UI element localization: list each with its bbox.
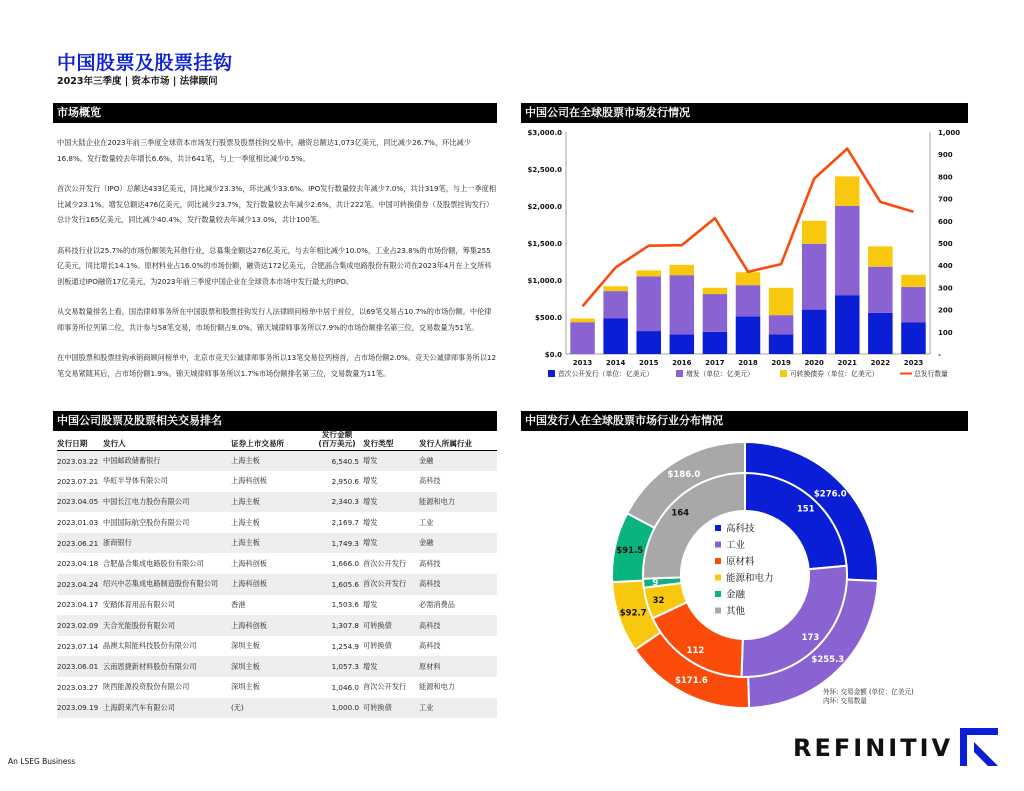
table-cell: 2023.04.24 xyxy=(57,574,103,595)
inner-ring-label: 112 xyxy=(686,646,705,657)
table-cell: 金融 xyxy=(419,533,497,554)
table-cell: 高科技 xyxy=(419,615,497,636)
table-cell: 增发 xyxy=(363,476,378,486)
bar-segment xyxy=(736,316,760,354)
bar-segment xyxy=(868,313,892,354)
table-cell: 1,749.3 xyxy=(313,533,363,554)
bar-segment xyxy=(703,294,727,332)
table-cell: 高科技 xyxy=(419,476,441,486)
table-row xyxy=(57,512,497,533)
legend-swatch xyxy=(548,370,555,377)
bar-segment xyxy=(670,275,694,334)
bar-segment xyxy=(636,331,660,354)
legend-swatch xyxy=(715,608,721,614)
table-cell: 1,666.0 xyxy=(331,559,359,569)
bar-segment xyxy=(835,176,859,206)
left-tick-label: $2,500.0 xyxy=(527,166,562,174)
table-row xyxy=(57,574,497,595)
table-cell: 合肥晶合集成电路股份有限公司 xyxy=(103,558,204,568)
x-tick-label: 2014 xyxy=(605,359,626,367)
left-tick-label: $0.0 xyxy=(544,351,562,359)
table-cell: 1,503.6 xyxy=(331,600,359,610)
page-title: 中国股票及股票挂钩 xyxy=(57,52,233,74)
issuance-chart-heading: 中国公司在全球股票市场发行情况 xyxy=(521,103,968,123)
industry-chart-heading: 中国发行人在全球股票市场行业分布情况 xyxy=(521,411,968,431)
x-tick-label: 2020 xyxy=(804,359,824,367)
inner-ring-label: 173 xyxy=(801,632,820,643)
left-tick-label: $500.0 xyxy=(534,314,562,322)
bar-segment xyxy=(670,265,694,275)
table-row xyxy=(57,677,497,698)
table-cell: 2,169.7 xyxy=(331,518,359,528)
x-tick-label: 2017 xyxy=(705,359,725,367)
overview-paragraph: 从交易数量排名上看，国浩律师事务所在中国股票和股票挂钩发行人法律顾问榜单中居于首位，以69笔交易占10.7%的市场份额。中伦律师事务所位列第二位，共计参与58笔交易，市场份额占9.0%。锦天城律师事务所以7.9%的市场份额排名第三位，交易数量为51笔。 xyxy=(57,307,492,332)
deals-table xyxy=(57,430,497,718)
table-cell: 首次公开发行 xyxy=(363,574,419,595)
legend-label: 其他 xyxy=(726,606,746,617)
bar-segment xyxy=(868,246,892,266)
x-tick-label: 2022 xyxy=(870,359,891,367)
left-tick-label: $1,500.0 xyxy=(527,240,562,248)
table-cell: 首次公开发行 xyxy=(363,682,407,692)
legend-swatch xyxy=(715,591,721,597)
table-cell: 工业 xyxy=(419,698,497,719)
table-cell: 中国邮政储蓄银行 xyxy=(103,451,231,472)
table-cell: 增发 xyxy=(363,517,378,527)
table-cell: 华虹半导体有限公司 xyxy=(103,476,168,486)
table-row xyxy=(57,492,497,513)
table-cell: 高科技 xyxy=(419,558,441,568)
table-cell: 增发 xyxy=(363,599,378,609)
table-cell: 工业 xyxy=(419,517,434,527)
inner-ring-label: 164 xyxy=(671,508,690,519)
legend-label: 金融 xyxy=(726,589,746,601)
table-cell: 中国长江电力股份有限公司 xyxy=(103,492,231,513)
table-cell: 高科技 xyxy=(419,574,497,595)
deals-column-header: 发行人 xyxy=(103,430,231,451)
table-cell: 浙商银行 xyxy=(103,533,231,554)
donut-note-inner: 内环: 交易数量 xyxy=(823,697,867,705)
table-cell: 2023.06.21 xyxy=(57,533,103,554)
inner-ring-label: 9 xyxy=(652,578,659,589)
bar-segment xyxy=(636,270,660,276)
bar-segment xyxy=(769,334,793,354)
left-tick-label: $2,000.0 xyxy=(527,203,562,211)
table-cell: 高科技 xyxy=(419,641,441,651)
table-row xyxy=(57,471,497,492)
table-cell: 香港 xyxy=(231,599,246,609)
right-tick-label: 500 xyxy=(938,240,953,248)
table-cell: (无) xyxy=(231,698,313,719)
table-cell: 能源和电力 xyxy=(419,492,497,513)
bar-segment xyxy=(802,244,826,310)
table-cell: 上海主板 xyxy=(231,533,313,554)
bar-segment xyxy=(769,288,793,315)
table-cell: 上海科创板 xyxy=(231,558,267,568)
right-tick-label: 600 xyxy=(938,217,953,226)
table-row xyxy=(57,451,497,472)
outer-ring-label: $171.6 xyxy=(674,676,708,687)
bar-segment xyxy=(603,318,627,354)
donut-note xyxy=(823,688,914,706)
legend-swatch xyxy=(715,525,721,531)
table-cell: 深圳主板 xyxy=(231,641,260,651)
table-cell: 2023.04.05 xyxy=(57,492,103,513)
table-cell: 6,540.5 xyxy=(313,451,363,472)
table-cell: 2023.04.18 xyxy=(57,559,99,569)
table-cell: 2,340.3 xyxy=(313,492,363,513)
x-tick-label: 2021 xyxy=(837,359,858,367)
bar-segment xyxy=(835,295,859,354)
bar-segment xyxy=(736,285,760,316)
deals-column-header: 证券上市交易所 xyxy=(231,430,313,451)
table-cell: 1,605.6 xyxy=(313,574,363,595)
table-cell: 1,057.3 xyxy=(313,656,363,677)
table-cell: 可转换债 xyxy=(363,615,419,636)
x-tick-label: 2019 xyxy=(771,359,791,367)
table-cell: 深圳主板 xyxy=(231,656,313,677)
legend-swatch xyxy=(676,370,683,377)
table-cell: 1,307.8 xyxy=(313,615,363,636)
table-cell: 2023.04.17 xyxy=(57,600,99,610)
legend-label: 总发行数量 xyxy=(914,370,948,378)
table-row xyxy=(57,636,497,657)
table-cell: 必需消费品 xyxy=(419,599,455,609)
bar-segment xyxy=(868,267,892,313)
bar-segment xyxy=(703,288,727,294)
x-tick-label: 2023 xyxy=(903,359,924,367)
right-tick-label: 100 xyxy=(938,328,953,337)
left-tick-label: $1,000.0 xyxy=(527,277,562,285)
legend-label: 工业 xyxy=(726,540,746,551)
overview-paragraph: 首次公开发行（IPO）总额达433亿美元，同比减少23.3%，环比减少33.6%。IPO发行数量较去年减少7.0%，共计319笔，与上一季度相比减少23.1%。增发总额达476亿美元，同比减少23.7%，发行数量较去年减少2.6%，共计222笔。中国可转换债券（及股票挂钩发行）总计发行165亿美元，同比减少40.4%，发行数量较去年减少13.0%，共计100笔。 xyxy=(57,184,497,224)
bar-segment xyxy=(670,334,694,354)
table-cell: 金融 xyxy=(419,451,497,472)
table-cell: 中国国际航空股份有限公司 xyxy=(103,517,190,527)
x-tick-label: 2013 xyxy=(572,359,593,367)
table-cell: 陕西能源投资股份有限公司 xyxy=(103,682,190,692)
bar-segment xyxy=(901,322,925,354)
table-row xyxy=(57,553,497,574)
bar-segment xyxy=(570,322,594,354)
legend-label: 增发（单位：亿美元） xyxy=(686,370,754,378)
legend-swatch xyxy=(715,542,721,548)
table-cell: 绍兴中芯集成电路制造股份有限公司 xyxy=(103,574,231,595)
right-tick-label: 800 xyxy=(938,173,953,182)
table-cell: 2023.01.03 xyxy=(57,518,99,528)
x-tick-label: 2015 xyxy=(638,359,659,367)
table-cell: 天合光能股份有限公司 xyxy=(103,615,231,636)
table-row xyxy=(57,698,497,719)
bar-segment xyxy=(802,310,826,354)
table-cell: 1,254.9 xyxy=(331,641,359,651)
table-cell: 1,046.0 xyxy=(331,682,359,692)
legend-swatch xyxy=(780,370,787,377)
table-cell: 原材料 xyxy=(419,656,497,677)
issuance-bar-chart xyxy=(520,124,970,394)
industry-legend xyxy=(713,522,793,626)
table-cell: 增发 xyxy=(363,492,419,513)
inner-ring-label: 32 xyxy=(652,596,665,607)
table-row xyxy=(57,595,497,616)
x-tick-label: 2016 xyxy=(672,359,692,367)
legend-label: 高科技 xyxy=(726,523,755,535)
table-cell: 2023.07.14 xyxy=(57,641,99,651)
table-cell: 2023.07.21 xyxy=(57,476,99,486)
deals-column-header: 发行金额 (百万美元) xyxy=(313,430,363,451)
inner-ring-label: 151 xyxy=(796,504,815,515)
table-cell: 深圳主板 xyxy=(231,682,260,692)
outer-ring-label: $91.5 xyxy=(616,545,644,556)
page-subtitle: 2023年三季度 | 资本市场 | 法律顾问 xyxy=(57,76,218,87)
bar-segment xyxy=(802,221,826,244)
donut-note-outer: 外环: 交易金额 (单位：亿美元) xyxy=(823,688,914,696)
table-cell: 2023.03.27 xyxy=(57,682,99,692)
legend-label: 首次公开发行（单位：亿美元） xyxy=(558,370,654,378)
deals-column-header: 发行日期 xyxy=(57,430,103,451)
table-cell: 2023.09.19 xyxy=(57,698,103,719)
table-cell: 上海科创板 xyxy=(231,574,313,595)
overview-paragraph: 高科技行业以25.7%的市场份额领先其他行业，总募集金额达276亿美元，与去年相比减少10.0%，工业占23.8%的市场份额，筹集255亿美元，同比增长14.1%。原材料业占16.0%的市场份额，融资达172亿美元，合肥晶合集成电路股份有限公司在2023年4月在上交所科创板通过IPO融资17亿美元，为2023年前三季度中国企业在全球资本市场中发行最大的IPO。 xyxy=(57,245,492,286)
table-cell: 增发 xyxy=(363,533,419,554)
overview-paragraph: 中国大陆企业在2023年前三季度全球资本市场发行股票及股票挂钩交易中，融资总额达1,073亿美元，同比减少26.7%，环比减少16.8%。发行数量较去年增长6.6%，共计641笔，与上一季度相比减少0.5%。 xyxy=(57,138,471,163)
bar-segment xyxy=(603,286,627,291)
bar-segment xyxy=(603,291,627,318)
table-cell: 2023.03.22 xyxy=(57,451,103,472)
outer-ring-label: $255.3 xyxy=(811,655,845,666)
legend-label: 原材料 xyxy=(726,556,755,568)
bar-segment xyxy=(901,275,925,287)
table-cell: 增发 xyxy=(363,451,419,472)
right-tick-label: - xyxy=(938,351,941,359)
table-row xyxy=(57,533,497,554)
bar-segment xyxy=(769,315,793,334)
table-cell: 2,950.6 xyxy=(331,476,359,486)
bar-segment xyxy=(703,332,727,354)
legend-swatch xyxy=(715,575,721,581)
table-cell: 上海科创板 xyxy=(231,476,267,486)
right-tick-label: 900 xyxy=(938,151,953,160)
outer-ring-label: $276.0 xyxy=(813,489,847,500)
bar-segment xyxy=(636,276,660,331)
right-tick-label: 700 xyxy=(938,195,953,204)
overview-heading: 市场概览 xyxy=(53,103,497,123)
table-cell: 上海主板 xyxy=(231,517,260,527)
outer-ring-label: $186.0 xyxy=(667,470,701,481)
deals-column-header: 发行类型 xyxy=(363,430,419,451)
legend-label: 可转换债券（单位：亿美元） xyxy=(790,370,879,378)
deals-heading: 中国公司股票及股票相关交易排名 xyxy=(53,411,497,431)
table-cell: 上海科创板 xyxy=(231,615,313,636)
outer-ring-label: $92.7 xyxy=(619,608,647,619)
table-cell: 增发 xyxy=(363,656,419,677)
right-tick-label: 200 xyxy=(938,306,953,315)
footer-lseg: An LSEG Business xyxy=(8,757,76,766)
table-cell: 上海主板 xyxy=(231,492,313,513)
table-cell: 能源和电力 xyxy=(419,682,455,692)
table-cell: 上海主板 xyxy=(231,451,313,472)
legend-swatch xyxy=(715,558,721,564)
bar-segment xyxy=(901,287,925,322)
legend-label: 能源和电力 xyxy=(726,573,774,584)
table-row xyxy=(57,615,497,636)
overview-text xyxy=(57,135,497,396)
x-tick-label: 2018 xyxy=(738,359,758,367)
table-cell: 上海蔚来汽车有限公司 xyxy=(103,698,231,719)
table-cell: 2023.06.01 xyxy=(57,656,103,677)
table-cell: 云南恩捷新材料股份有限公司 xyxy=(103,656,231,677)
table-cell: 可转换债 xyxy=(363,641,392,651)
right-tick-label: 1,000 xyxy=(938,129,961,137)
right-tick-label: 400 xyxy=(938,262,953,271)
table-cell: 晶澳太阳能科技股份有限公司 xyxy=(103,641,197,651)
deals-column-header: 发行人所属行业 xyxy=(419,430,497,451)
table-cell: 安踏体育用品有限公司 xyxy=(103,599,175,609)
right-tick-label: 300 xyxy=(938,284,953,293)
left-tick-label: $3,000.0 xyxy=(527,129,562,137)
bar-segment xyxy=(736,272,760,285)
table-cell: 2023.02.09 xyxy=(57,615,103,636)
table-row xyxy=(57,656,497,677)
table-cell: 首次公开发行 xyxy=(363,558,407,568)
refinitiv-logo-icon xyxy=(958,726,1002,770)
table-cell: 可转换债 xyxy=(363,698,419,719)
table-cell: 1,000.0 xyxy=(313,698,363,719)
bar-segment xyxy=(835,206,859,295)
overview-paragraph: 在中国股票和股票挂钩承销商顾问榜单中，北京市竞天公诚律师事务所以13笔交易位列榜首，占市场份额2.0%。竞天公诚律师事务所以12笔交易紧随其后，占市场份额1.9%。锦天城律师事务所以1.7%市场份额排名第三位，交易数量为11笔。 xyxy=(57,353,497,378)
refinitiv-logo-text: REFINITIV xyxy=(793,734,954,762)
bar-segment xyxy=(570,318,594,322)
